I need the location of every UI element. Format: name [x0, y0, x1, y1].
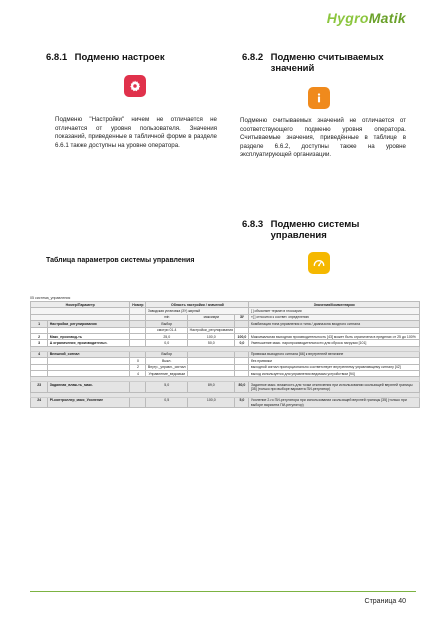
section-681-heading [46, 52, 165, 63]
table-row [31, 382, 420, 393]
table-cell-min: Внутр._управл._сигнал [147, 365, 186, 370]
table-cell-num: 2 [31, 333, 48, 339]
page-number: Страница 40 [364, 598, 406, 605]
table-cell-param: Заданная_влаж-ть_макс. [48, 382, 130, 393]
gauge-icon-shape [312, 256, 326, 270]
table-cell-param: Настройки_регулирования [48, 321, 130, 327]
table-cell-no: 4 [130, 370, 146, 376]
table-cell-param: Макс_производ-ть [48, 333, 130, 339]
table-cell-note: Комбинация типа управления и типа / диапазона входного сигнала [249, 321, 420, 327]
table-cell-min: Выкл. [146, 358, 188, 364]
table-cell-param: Δ ограничения_производительн. [48, 340, 130, 346]
table-cell-max: 89,0 [188, 382, 235, 393]
table-cell-num: 24 [31, 397, 48, 408]
header-range-title: Область настройки / значений [170, 302, 224, 307]
table-cell-max: Настройки_регулирования [189, 328, 233, 333]
section-682-title: Подменю считываемых значений [270, 52, 384, 74]
table-cell-min: Выбор [146, 321, 188, 327]
logo-part-2: Matik [368, 10, 406, 26]
table-cell-max: 100,0 [188, 397, 235, 408]
subhead-max: максимум [188, 314, 235, 320]
section-683-title: Подменю системы управления [270, 219, 360, 241]
table-cell-note: Уменьшение макс. паропроизводительности для сброса нагрузки [101] [249, 340, 420, 346]
table-cell-num: 3 [31, 340, 48, 346]
section-682-text: Подменю считываемых значений не отличается от соответствующего подменю уровня оператора. Считываемые значения, приведённые в таблице в разделе 6.6.2, доступны также на уровне эксплуатирующей организации. [240, 117, 406, 159]
table-cell-min: смотри 01-4 [146, 327, 188, 333]
table-cell-param: PI-контроллер_макс_Усиление [48, 397, 130, 408]
table-cell-note: Усиление 2-го ПИ-регулятора при использовании скользящей верхней границы [35] (только при выборе варианта ПИ-регулятор) [249, 397, 420, 408]
parameter-table [30, 301, 420, 408]
table-title: Таблица параметров системы управления [46, 257, 195, 264]
table-cell-num: 1 [31, 321, 48, 327]
section-681-number: 6.8.1 [46, 52, 68, 63]
header-num-param: Номер/Параметр [31, 302, 130, 308]
table-cell-note: выходной сигнал пропорционально соответствует внутреннему управляющему сигналу [42] [249, 364, 420, 370]
footer-divider [30, 591, 416, 592]
section-682-heading [242, 52, 401, 74]
subhead-range: Заводская установка (ЗУ) жирный [146, 308, 249, 314]
table-cell-note: без привязки [249, 358, 420, 364]
table-cell-param: Внешний_сигнал [48, 351, 130, 357]
table-cell-max: 50,0 [188, 340, 235, 346]
table-cell-note: выход используется для управления ведомым устройством [94] [249, 370, 420, 376]
subhead-min: min [146, 314, 188, 320]
table-cell-num: 23 [31, 382, 48, 393]
logo-part-1: Hygro [326, 10, 369, 26]
table-cell-no [130, 397, 146, 408]
gauge-icon [308, 252, 330, 274]
parameter-table-body [31, 321, 420, 408]
table-cell-max: 100,0 [188, 333, 235, 339]
table-cell-min: 25,0 [146, 333, 188, 339]
table-cell-min: Управление_ведомым [146, 370, 188, 376]
table-cell-min: 0,0 [146, 340, 188, 346]
subhead-def: ЗУ [235, 314, 249, 320]
gear-icon-shape [128, 79, 142, 93]
info-icon-shape [312, 91, 326, 105]
table-cell-no: 0 [130, 358, 146, 364]
section-681-title: Подменю настроек [74, 52, 165, 63]
section-683-number: 6.8.3 [242, 219, 264, 230]
table-cell-num: 4 [31, 351, 48, 357]
table-cell-def: 5,0 [235, 397, 249, 408]
header-param: Параметр [77, 302, 95, 307]
table-cell-note: Максимальная выходная производительность [43] может быть ограничена в пределах от 25 до 100% [249, 333, 420, 339]
hygromatik-logo [327, 10, 406, 26]
table-caption: 05 система_управления [30, 296, 71, 300]
table-cell-def: 80,0 [235, 382, 249, 393]
table-cell-min: 5,0 [146, 382, 188, 393]
header-no: Номер [130, 302, 146, 308]
table-cell-def: 100,0 [235, 333, 249, 339]
table-cell-no [130, 382, 146, 393]
header-num: Номер [65, 302, 77, 307]
subhead-note-1: [ ] объясняет термин в глоссарии [249, 308, 420, 314]
section-681-text: Подменю "Настройки" ничем не отличается не отличается от уровня пользователя. Значения показаний, приведенные в табличной форме в разделе 6.6.1 также доступны на уровне оператора. [55, 116, 217, 149]
section-682-number: 6.8.2 [242, 52, 264, 63]
gear-icon [124, 75, 146, 97]
subhead-note-2: »[ ] относится к соответ. определению [249, 314, 420, 320]
table-cell-min: 0,5 [146, 397, 188, 408]
section-683-heading [242, 219, 401, 241]
table-cell-note: Заданное макс. влажность для точки отключения при использовании скользящей верхней границы [35] (только при выборе варианта ПИ-регулятор) [249, 382, 420, 393]
table-cell-min: Выбор [146, 351, 188, 357]
header-note-title: Значения/Комментарии [313, 302, 355, 307]
info-icon [308, 87, 330, 109]
table-cell-no: 2 [130, 364, 146, 370]
table-cell-note: Привязка выходного сигнала [66] к внутренней величине [249, 351, 420, 357]
table-cell-def: 0,0 [235, 340, 249, 346]
table-row [31, 397, 420, 408]
